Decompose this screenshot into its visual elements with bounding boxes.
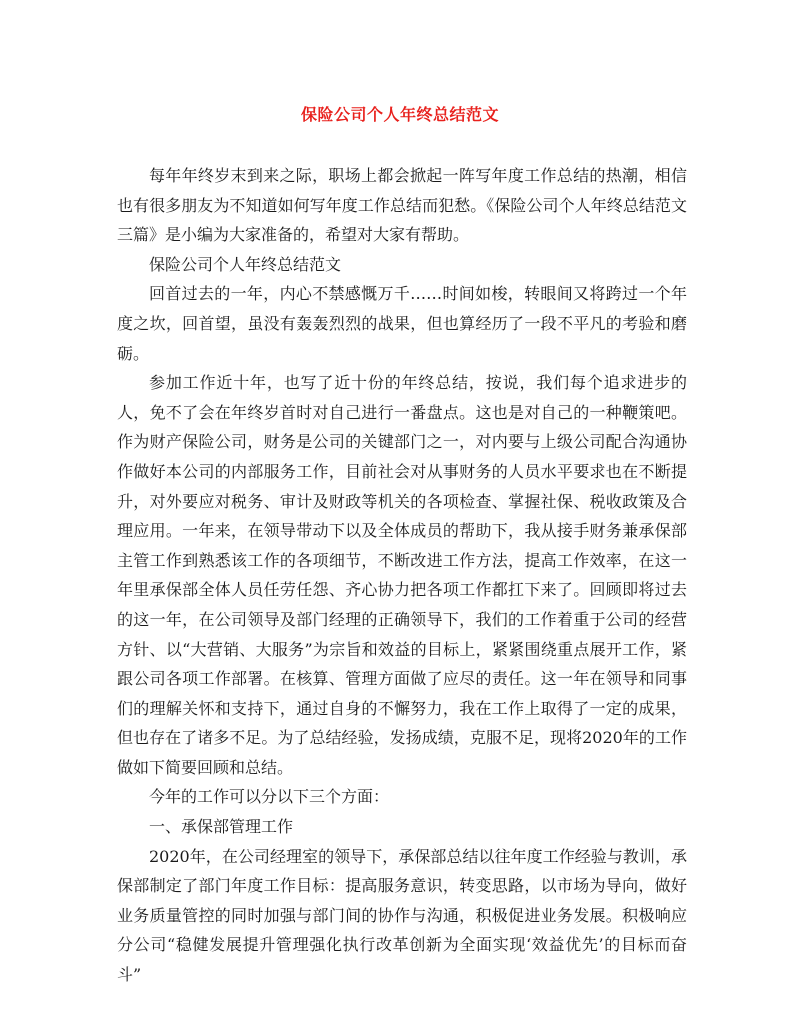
document-body — [117, 161, 687, 990]
paragraph-main: 参加工作近十年，也写了近十份的年终总结，按说，我们每个追求进步的人，免不了会在年终岁首时对自己进行一番盘点。这也是对自己的一种鞭策吧。作为财产保险公司，财务是公司的关键部门之一，对内要与上级公司配合沟通协作做好本公司的内部服务工作，目前社会对从事财务的人员水平要求也在不断提升，对外要应对税务、审计及财政等机关的各项检查、掌握社保、税收政策及合理应用。一年来，在领导带动下以及全体成员的帮助下，我从接手财务兼承保部主管工作到熟悉该工作的各项细节，不断改进工作方法，提高工作效率，在这一年里承保部全体人员任劳任怨、齐心协力把各项工作都扛下来了。回顾即将过去的这一年，在公司领导及部门经理的正确领导下，我们的工作着重于公司的经营方针、以“大营销、大服务”为宗旨和效益的目标上，紧紧围绕重点展开工作，紧跟公司各项工作部署。在核算、管理方面做了应尽的责任。这一年在领导和同事们的理解关怀和支持下，通过自身的不懈努力，我在工作上取得了一定的成果，但也存在了诸多不足。为了总结经验，发扬成绩，克服不足，现将2020年的工作做如下简要回顾和总结。 — [117, 373, 687, 777]
paragraph-subtitle: 保险公司个人年终总结范文 — [149, 254, 342, 274]
paragraph-overview: 今年的工作可以分以下三个方面： — [149, 787, 390, 807]
paragraph-section-1: 2020年，在公司经理室的领导下，承保部总结以往年度工作经验与教训，承保部制定了部门年度工作目标：提高服务意识，转变思路，以市场为导向，做好业务质量管控的同时加强与部门间的协作与沟通，积极促进业务发展。积极响应分公司“稳健发展提升管理强化执行改革创新为全面实现‘效益优先’的目标而奋斗” — [117, 846, 687, 985]
document-title: 保险公司个人年终总结范文 — [300, 105, 499, 124]
paragraph-intro: 每年年终岁末到来之际，职场上都会掀起一阵写年度工作总结的热潮，相信也有很多朋友为不知道如何写年度工作总结而犯愁。《保险公司个人年终总结范文三篇》是小编为大家准备的，希望对大家有帮助。 — [117, 166, 687, 245]
paragraph-review: 回首过去的一年，内心不禁感慨万千……时间如梭，转眼间又将跨过一个年度之坎，回首望，虽没有轰轰烈烈的战果，但也算经历了一段不平凡的考验和磨砺。 — [117, 284, 687, 363]
section-heading-1: 一、承保部管理工作 — [149, 817, 294, 837]
